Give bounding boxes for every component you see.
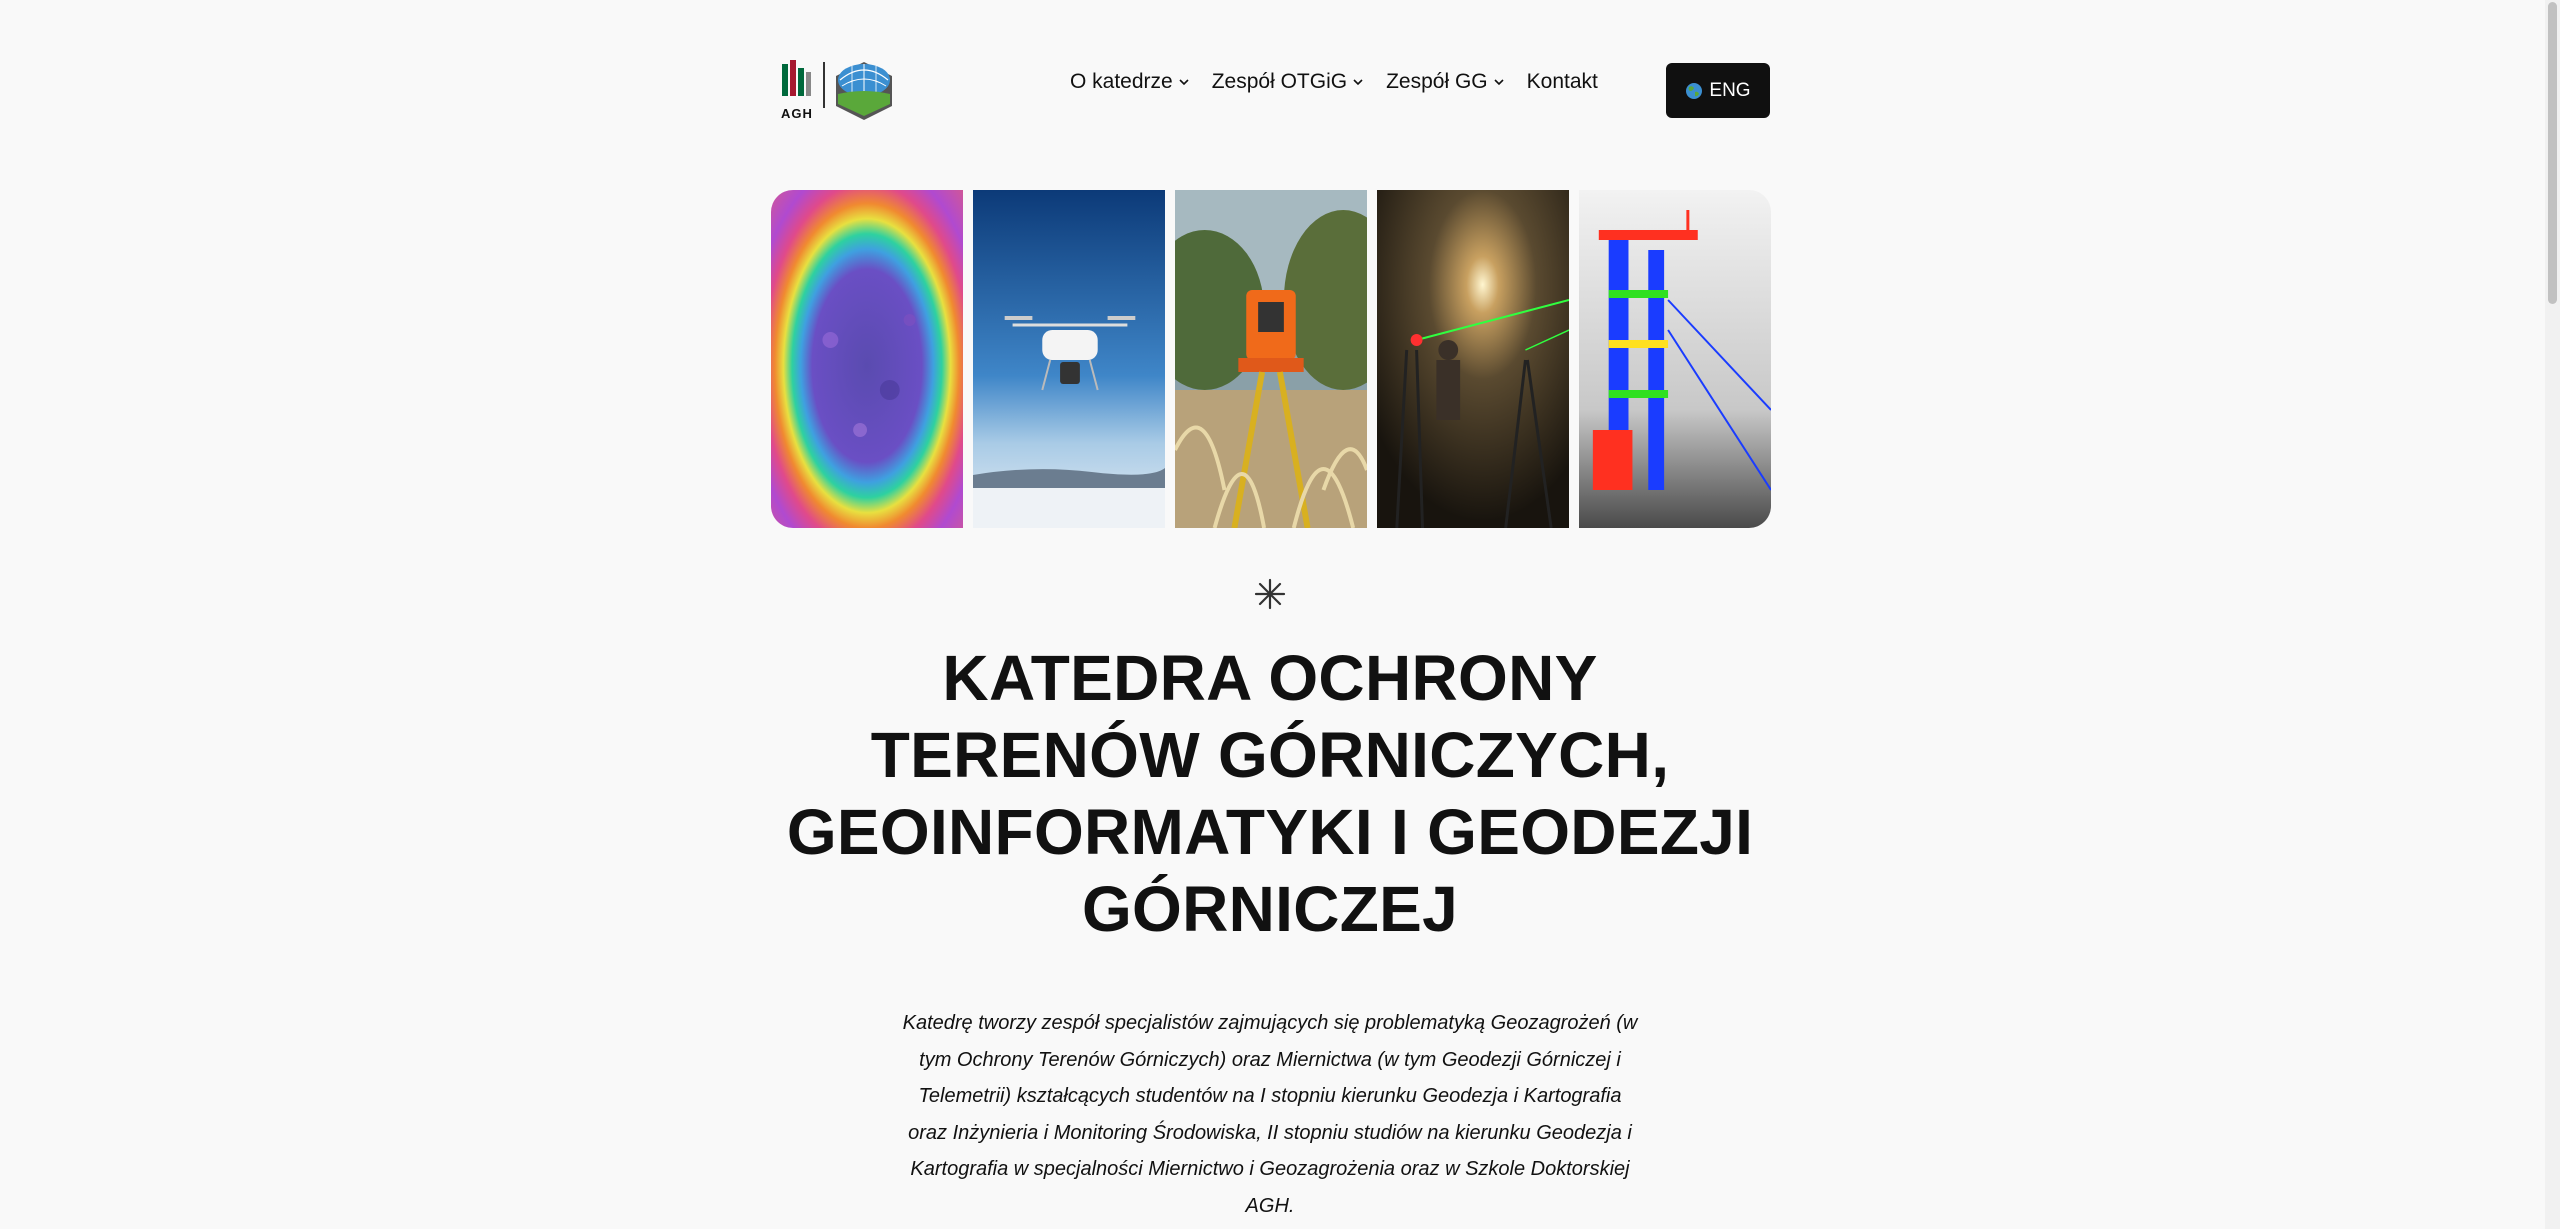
nav-item-kontakt[interactable]: [1527, 70, 1598, 94]
total-station-image: [1175, 190, 1367, 528]
site-logo[interactable]: [780, 58, 900, 122]
page-scrollbar[interactable]: [2545, 0, 2560, 1229]
logo-text: AGH: [781, 106, 813, 121]
main-nav: [1070, 70, 1620, 94]
point-cloud-tower-image: [1579, 190, 1771, 528]
nav-item-zespol-otgig[interactable]: [1212, 70, 1364, 94]
intro-paragraph: Katedrę tworzy zespół specjalistów zajmujących się problematyką Geozagrożeń (w tym Ochrony Terenów Górniczych) oraz Miernictwa (w tym Geodezji Górniczej i Telemetrii) kształcących studentów na I stopniu kierunku Geodezja i Kartografia oraz Inżynieria i Monitoring Środowiska, II stopniu studiów na kierunku Geodezja i Kartografia w specjalności Miernictwo i Geozagrożenia oraz w Szkole Doktorskiej AGH.: [902, 1012, 1638, 1217]
chevron-down-icon: [1493, 76, 1505, 88]
language-switch-button[interactable]: [1666, 63, 1770, 118]
nav-item-label: Zespół OTGiG: [1211, 70, 1348, 93]
asterisk-icon: [1252, 576, 1288, 612]
chevron-down-icon: [1352, 76, 1364, 88]
language-label: ENG: [1709, 79, 1751, 101]
underground-laser-image: [1377, 190, 1569, 528]
interferogram-image: [771, 190, 963, 528]
chevron-down-icon: [1178, 76, 1190, 88]
nav-item-label: Zespół GG: [1386, 70, 1488, 93]
nav-item-label: O katedrze: [1070, 70, 1173, 93]
drone-image: [973, 190, 1165, 528]
hero-image-gallery: [771, 190, 1771, 528]
page-title: KATEDRA OCHRONY TERENÓW GÓRNICZYCH, GEOINFORMATYKI I GEODEZJI GÓRNICZEJ: [786, 642, 1754, 945]
globe-icon: [1685, 82, 1703, 100]
scrollbar-thumb[interactable]: [2548, 2, 2557, 304]
nav-item-label: Kontakt: [1526, 70, 1598, 93]
nav-item-o-katedrze[interactable]: [1070, 70, 1190, 94]
nav-item-zespol-gg[interactable]: [1386, 70, 1505, 94]
